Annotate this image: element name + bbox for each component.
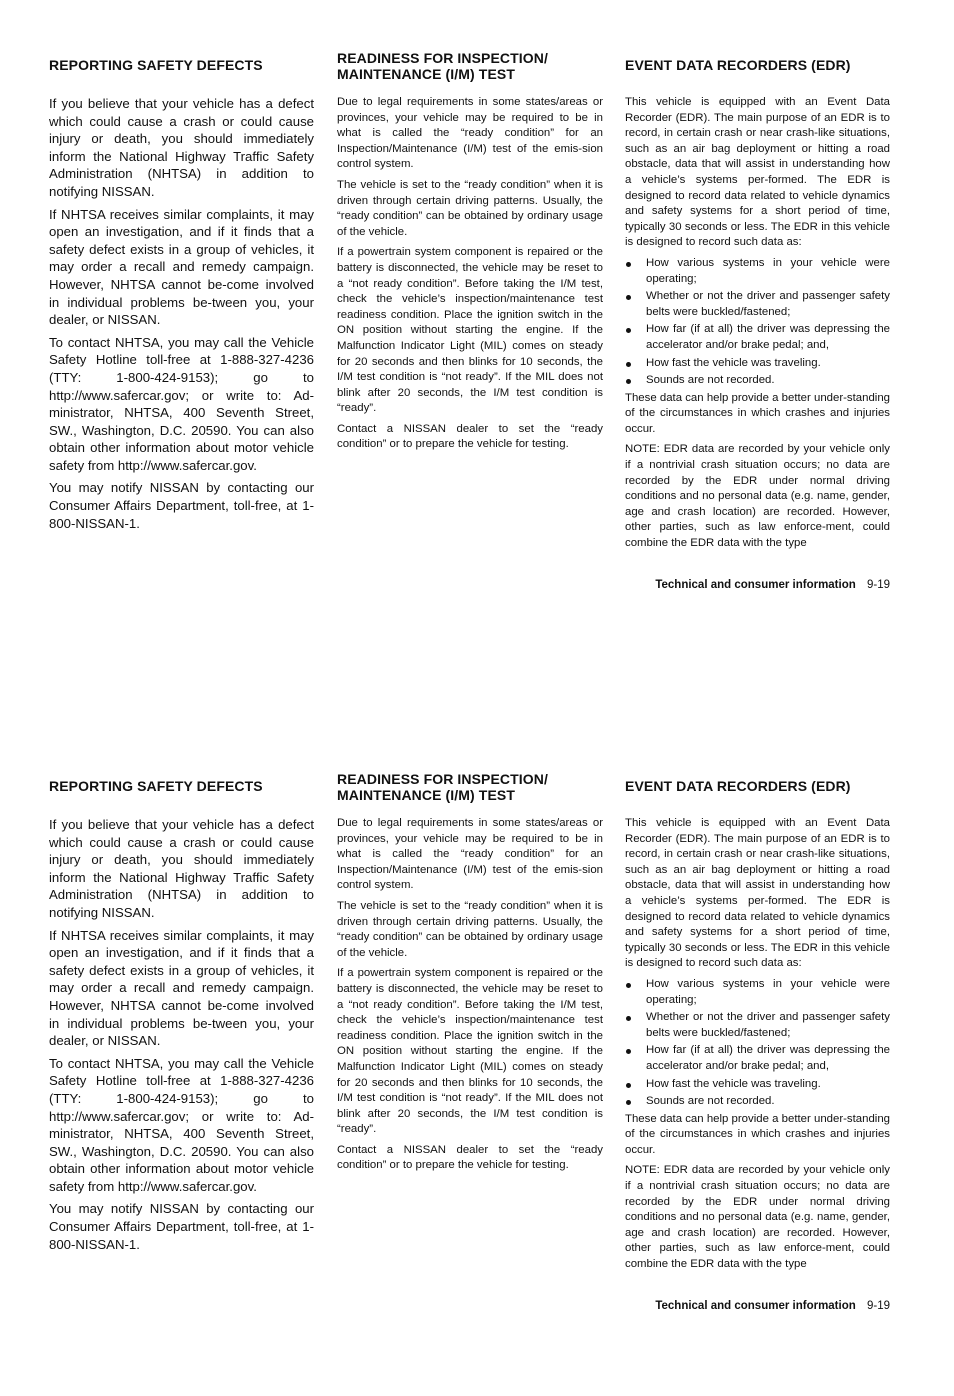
paragraph: If you believe that your vehicle has a defect which could cause a crash or could cause injury or death, you should immediately inform the National Highway Traffic Safety Administration (NHTSA) in addition to notifying NISSAN. [49,96,314,199]
bullet-icon [626,328,631,333]
note-paragraph: NOTE: EDR data are recorded by your vehicle only if a nontrivial crash situation occurs; no data are recorded by the EDR under normal driving conditions and no personal data (e.g. name, gender, age and crash location) are recorded. However, other parties, such as law enforce-ment, could combine the EDR data with the type [625,443,890,550]
paragraph: The vehicle is set to the “ready condition” when it is driven through certain driving patterns. Usually, the “ready condition” can be obtained by ordinary usage of the vehicle. [337,899,603,959]
list-item: How various systems in your vehicle were operating; [625,256,890,287]
paragraph: Due to legal requirements in some states/areas or provinces, your vehicle may be required to be in what is called the “ready condition” for an Inspection/Maintenance (I/M) test of the emis-sion control system. [337,96,603,171]
paragraph: To contact NHTSA, you may call the Vehicle Safety Hotline toll-free at 1-888-327-4236 (TTY: 1-800-424-9153); go to http://www.safercar.gov; or write to: Ad-ministrator, NHTSA, 400 Seventh Street, SW., Washington, D.C. 20590. You can also obtain other information about motor vehicle safety from http://www.safercar.gov. [49,1055,314,1194]
section-heading [337,771,603,803]
list-item: How various systems in your vehicle were operating; [625,977,890,1008]
paragraph: These data can help provide a better under-standing of the circumstances in which crashes and injuries occur. [625,1112,890,1156]
footer-section-title: Technical and consumer information [655,579,856,591]
paragraph: Contact a NISSAN dealer to set the “ready condition” or to prepare the vehicle for testing. [337,1143,603,1172]
paragraph: Due to legal requirements in some states/areas or provinces, your vehicle may be required to be in what is called the “ready condition” for an Inspection/Maintenance (I/M) test of the emis-sion control system. [337,817,603,892]
column-event-data-recorders [625,778,890,1278]
bullet-icon [626,1100,631,1105]
heading-line: MAINTENANCE (I/M) TEST [337,66,515,82]
paragraph: These data can help provide a better under-standing of the circumstances in which crashes and injuries occur. [625,391,890,435]
bullet-icon [626,1083,631,1088]
list-item: Whether or not the driver and passenger safety belts were buckled/fastened; [625,289,890,320]
manual-page [0,721,954,1396]
bullet-list [625,977,890,1110]
paragraph: If a powertrain system component is repaired or the battery is disconnected, the vehicle may be reset to a “not ready condition”. Before taking the I/M test, check the vehicle’s inspection/maintenance test readiness condition. Place the ignition switch in the ON position without starting the engine. If the Malfunction Indicator Light (MIL) comes on steady for 20 seconds and then blinks for 10 seconds, the I/M test condition is “not ready”. If the MIL does not blink after 20 seconds, the I/M test condition is “ready”. [337,967,603,1136]
section-heading [337,50,603,82]
list-item: How far (if at all) the driver was depressing the accelerator and/or brake pedal; and, [625,322,890,353]
paragraph: If NHTSA receives similar complaints, it may open an investigation, and if it finds that a safety defect exists in a group of vehicles, it may order a recall and remedy campaign. However, NHTSA cannot be-come involved in individual problems be-tween you, your dealer, or NISSAN. [49,927,314,1049]
note-paragraph: NOTE: EDR data are recorded by your vehicle only if a nontrivial crash situation occurs; no data are recorded by the EDR under normal driving conditions and no personal data (e.g. name, gender, age and crash location) are recorded. However, other parties, such as law enforce-ment, could combine the EDR data with the type [625,1164,890,1271]
paragraph: If a powertrain system component is repaired or the battery is disconnected, the vehicle may be reset to a “not ready condition”. Before taking the I/M test, check the vehicle’s inspection/maintenance test readiness condition. Place the ignition switch in the ON position without starting the engine. If the Malfunction Indicator Light (MIL) comes on steady for 20 seconds and then blinks for 10 seconds, the I/M test condition is “not ready”. If the MIL does not blink after 20 seconds, the I/M test condition is “ready”. [337,246,603,415]
page-number: 9-19 [866,1300,890,1312]
column-event-data-recorders [625,57,890,557]
bullet-icon [626,983,631,988]
paragraph: To contact NHTSA, you may call the Vehicle Safety Hotline toll-free at 1-888-327-4236 (TTY: 1-800-424-9153); go to http://www.safercar.gov; or write to: Ad-ministrator, NHTSA, 400 Seventh Street, SW., Washington, D.C. 20590. You can also obtain other information about motor vehicle safety from http://www.safercar.gov. [49,334,314,473]
section-heading: REPORTING SAFETY DEFECTS [49,778,263,794]
list-item: How far (if at all) the driver was depressing the accelerator and/or brake pedal; and, [625,1043,890,1074]
heading-line: READINESS FOR INSPECTION/ [337,771,548,787]
page-footer [655,578,890,592]
column-reporting-safety-defects [49,778,314,1258]
page-number: 9-19 [866,579,890,591]
bullet-icon [626,1049,631,1054]
column-readiness-im-test [337,50,603,458]
paragraph: You may notify NISSAN by contacting our Consumer Affairs Department, toll-free, at 1-800-NISSAN-1. [49,480,314,531]
heading-line: MAINTENANCE (I/M) TEST [337,787,515,803]
paragraph: If you believe that your vehicle has a defect which could cause a crash or could cause injury or death, you should immediately inform the National Highway Traffic Safety Administration (NHTSA) in addition to notifying NISSAN. [49,817,314,920]
page-footer [655,1299,890,1313]
paragraph: The vehicle is set to the “ready condition” when it is driven through certain driving patterns. Usually, the “ready condition” can be obtained by ordinary usage of the vehicle. [337,178,603,238]
paragraph: This vehicle is equipped with an Event Data Recorder (EDR). The main purpose of an EDR is to record, in certain crash or near crash-like situations, such as an air bag deployment or hitting a road obstacle, data that will assist in understanding how a vehicle’s systems per-formed. The EDR is designed to record data related to vehicle dynamics and safety systems for a short period of time, typically 30 seconds or less. The EDR in this vehicle is designed to record such data as: [625,817,890,970]
bullet-icon [626,379,631,384]
bullet-icon [626,262,631,267]
section-heading: EVENT DATA RECORDERS (EDR) [625,778,851,794]
paragraph: If NHTSA receives similar complaints, it may open an investigation, and if it finds that a safety defect exists in a group of vehicles, it may order a recall and remedy campaign. However, NHTSA cannot be-come involved in individual problems be-tween you, your dealer, or NISSAN. [49,206,314,328]
list-item: How fast the vehicle was traveling. [625,1077,890,1093]
section-heading: EVENT DATA RECORDERS (EDR) [625,57,851,73]
bullet-list [625,256,890,389]
bullet-icon [626,295,631,300]
list-item: How fast the vehicle was traveling. [625,356,890,372]
paragraph: This vehicle is equipped with an Event Data Recorder (EDR). The main purpose of an EDR is to record, in certain crash or near crash-like situations, such as an air bag deployment or hitting a road obstacle, data that will assist in understanding how a vehicle’s systems per-formed. The EDR is designed to record data related to vehicle dynamics and safety systems for a short period of time, typically 30 seconds or less. The EDR in this vehicle is designed to record such data as: [625,96,890,249]
footer-section-title: Technical and consumer information [655,1300,856,1312]
bullet-icon [626,362,631,367]
paragraph: Contact a NISSAN dealer to set the “ready condition” or to prepare the vehicle for testing. [337,422,603,451]
list-item: Sounds are not recorded. [625,1094,890,1110]
paragraph: You may notify NISSAN by contacting our Consumer Affairs Department, toll-free, at 1-800-NISSAN-1. [49,1201,314,1252]
section-heading: REPORTING SAFETY DEFECTS [49,57,263,73]
manual-page [0,0,954,675]
heading-line: READINESS FOR INSPECTION/ [337,50,548,66]
column-readiness-im-test [337,771,603,1179]
list-item: Sounds are not recorded. [625,373,890,389]
bullet-icon [626,1016,631,1021]
list-item: Whether or not the driver and passenger safety belts were buckled/fastened; [625,1010,890,1041]
column-reporting-safety-defects [49,57,314,537]
